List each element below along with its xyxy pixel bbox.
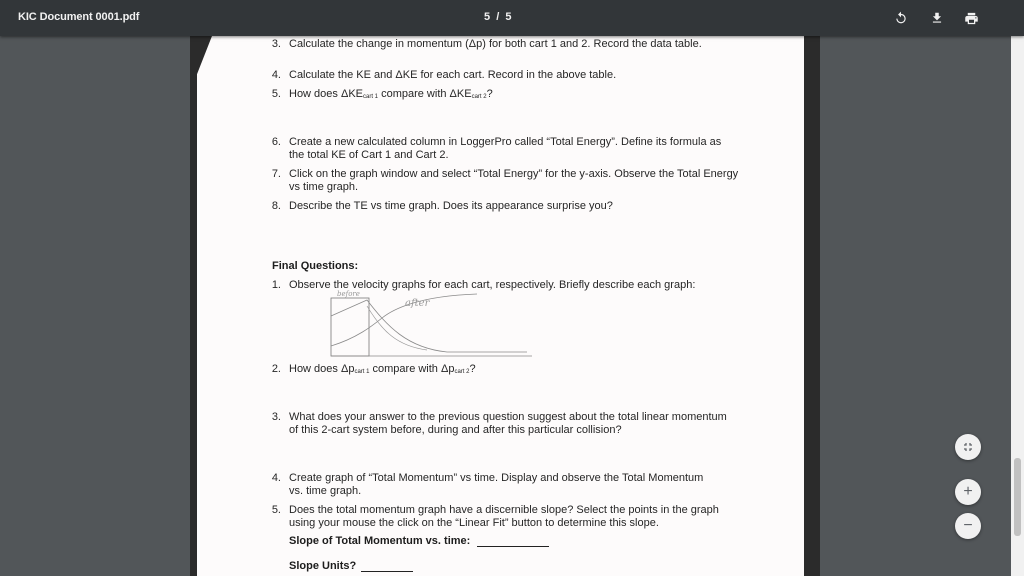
slope-units-label: Slope Units? [289, 560, 413, 572]
page-counter [484, 11, 511, 23]
slope-units-blank [361, 571, 413, 572]
scan-corner-shadow [190, 36, 212, 92]
document-title: KIC Document 0001.pdf [18, 11, 140, 23]
download-button[interactable] [927, 8, 947, 28]
vertical-scrollbar[interactable] [1011, 36, 1024, 576]
fit-page-icon [962, 441, 974, 453]
velocity-sketch [327, 286, 537, 361]
pdf-viewer[interactable] [0, 36, 1011, 576]
slope-label: Slope of Total Momentum vs. time: [289, 535, 549, 547]
sketch-curve-extra [367, 306, 427, 350]
final-questions-heading: Final Questions: [272, 260, 359, 272]
print-button[interactable] [961, 8, 981, 28]
download-icon [930, 11, 944, 25]
print-icon [964, 11, 979, 26]
fit-to-page-button[interactable] [955, 434, 981, 460]
zoom-in-button[interactable]: + [955, 479, 981, 505]
page-separator: / [496, 11, 500, 23]
sketch-collision-box [331, 298, 369, 356]
pdf-toolbar [0, 0, 1024, 36]
sketch-curve-cart-2 [331, 294, 477, 346]
total-pages: 5 [505, 11, 512, 23]
current-page[interactable]: 5 [484, 11, 491, 23]
zoom-out-button[interactable]: − [955, 513, 981, 539]
rotate-icon [894, 11, 908, 25]
pdf-page: 3. Calculate the change in momentum (Δp) for both cart 1 and 2. Record the data table. 4. Calculate the KE and ΔKE for each cart. Record in the above table. 5. How does $\Delta KE_{cart 1}$ compare with $\Delta KE_{cart 2}$? 6. Create a new calculated column in LoggerPro called “Total Energy”. Define its formula as the total KE of Cart 1 and Cart 2. 7. Click on the graph window and select “Total Energy” for the y-axis. Observe the Total Energy vs time graph. 8. Describe the TE vs time graph. Does its appearance surprise you? Final Questions: 1. Observe the velocity graphs for each cart, respectively. Briefly describe each graph: before after 2. How does $\Delta p_{cart 1}$ compare with $\Delta p_{cart 2}$? 3. What does your answer to the previous question suggest about the total linear momentum of this 2-cart system before, during and after this particular collision? 4. Create graph of “Total Momentum” vs time. Display and observe the Total Momentum vs. time graph. 5. Does the total momentum graph have a discernible slope? Select the points in the graph using your mouse the click on the “Linear Fit” button to determine this slope. Slope of Total Momentum vs. time: Slope Units? [197, 36, 804, 576]
scroll-thumb[interactable] [1014, 458, 1021, 536]
slope-answer-blank [477, 546, 549, 547]
sketch-note-before: before [337, 290, 360, 298]
sketch-note-after: after [405, 298, 430, 309]
rotate-button[interactable] [891, 8, 911, 28]
